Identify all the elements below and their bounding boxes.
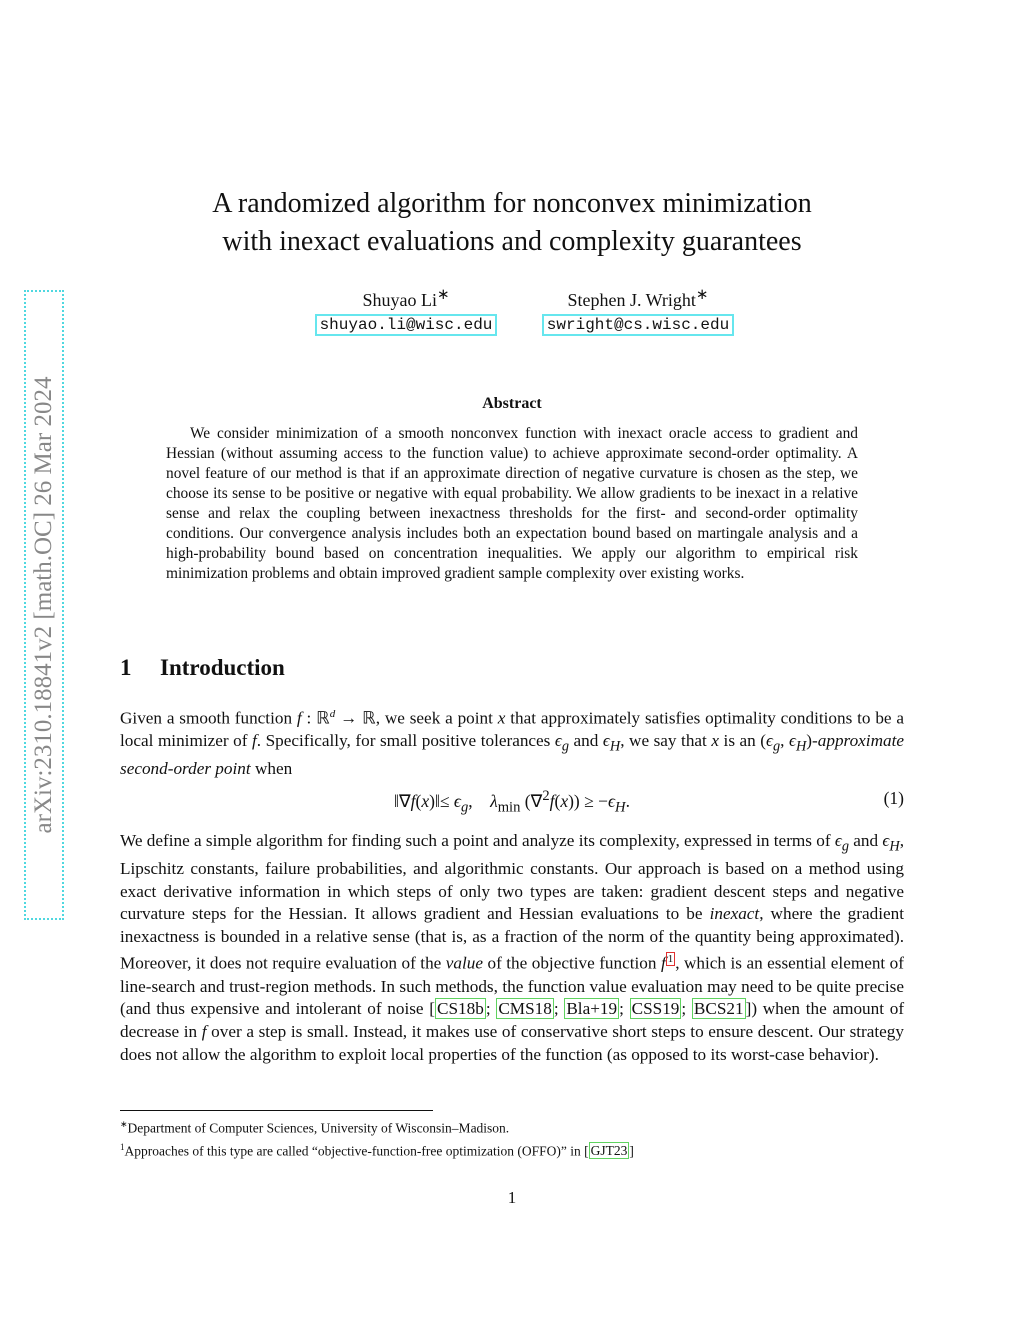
author-2-email[interactable]: swright@cs.wisc.edu xyxy=(542,314,734,336)
title-line-1: A randomized algorithm for nonconvex minimization xyxy=(212,188,812,219)
footnote-ref-1[interactable]: 1 xyxy=(667,953,674,966)
equation-body: ‖∇f(x)‖≤ $\epsilon_g$, $\lambda_{min}$ $(\nabla^2f(x)) \ge -\epsilon_H$. xyxy=(394,788,630,816)
equation-number: (1) xyxy=(883,788,904,808)
equation-1 xyxy=(0,788,1024,816)
citation-link[interactable]: CMS18 xyxy=(498,999,552,1019)
abstract-heading: Abstract xyxy=(482,395,542,412)
author-1-name-line xyxy=(276,284,536,311)
author-2-name: Stephen J. Wright xyxy=(567,290,696,310)
abstract-text: We consider minimization of a smooth nonconvex function with inexact oracle access to gradient and Hessian (without assuming access to the function value) to achieve approximate second-order optimality. A novel feature of our method is that if an approximate direction of negative curvature is chosen as the step, we choose its sense to be positive or negative with equal probability. We allow gradients to be inexact in a relative sense and relax the coupling between inexactness thresholds for the first- and second-order optimality conditions. Our convergence analysis includes both an expectation bound based on martingale analysis and a high-probability bound based on concentration inequalities. We apply our algorithm to empirical risk minimization problems and obtain improved gradient sample complexity over existing works. xyxy=(166,425,858,582)
author-2-name-line xyxy=(508,284,768,311)
author-2 xyxy=(508,284,768,336)
intro-paragraph-1: Given a smooth function f : ℝ$^d$ → ℝ, we seek a point x that approximately satisfies optimality conditions to be a local minimizer of f. Specifically, for small positive tolerances $\epsilon_g$ and $\epsilon_H$, we say that x is an ($\epsilon_g$, $\epsilon_H$)-approximate second-order point when xyxy=(120,708,905,779)
footnote-1-text: Approaches of this type are called “objective-function-free optimization (OFFO)” in [ xyxy=(124,1143,589,1158)
paper-title xyxy=(150,185,874,261)
author-2-mark: ∗ xyxy=(695,287,709,303)
section-title: Introduction xyxy=(160,655,285,680)
citation-link[interactable]: CS18b xyxy=(437,999,484,1019)
page-number: 1 xyxy=(507,1188,517,1207)
footnote-affiliation: ∗Department of Computer Sciences, University of Wisconsin–Madison. xyxy=(120,1119,510,1136)
section-number: 1 xyxy=(120,655,132,680)
citation-link[interactable]: BCS21 xyxy=(693,999,744,1019)
arxiv-stamp xyxy=(24,290,64,920)
citation-link[interactable]: GJT23 xyxy=(590,1143,628,1158)
affiliation-text: Department of Computer Sciences, University of Wisconsin–Madison. xyxy=(127,1120,510,1136)
title-line-2: with inexact evaluations and complexity guarantees xyxy=(222,226,802,257)
section-heading xyxy=(120,655,285,681)
citation-link[interactable]: Bla+19 xyxy=(566,999,618,1019)
author-1-name: Shuyao Li xyxy=(362,290,437,310)
footnote-1: $^1$Approaches of this type are called “objective-function-free optimization (OFFO)” in [ GJT23 ] xyxy=(120,1141,634,1158)
footnote-1-number: 1 xyxy=(120,1141,125,1152)
author-1-email[interactable]: shuyao.li@wisc.edu xyxy=(315,314,498,336)
author-1 xyxy=(276,284,536,336)
footnote-rule xyxy=(120,1110,433,1111)
author-1-mark: ∗ xyxy=(436,287,450,303)
arxiv-id: arXiv:2310.18841v2 [math.OC] 26 Mar 2024 xyxy=(30,376,57,834)
intro-paragraph-2: We define a simple algorithm for finding such a point and analyze its complexity, expressed in terms of $\epsilon_g$ and $\epsilon_H$, Lipschitz constants, failure probabilities, and algorithmic constants. Our approach is based on a method using exact derivative information in which steps of only two types are taken: gradient descent steps and negative curvature steps for the Hessian. It allows gradient and Hessian evaluations to be inexact, where the gradient inexactness is bounded in a relative sense (that is, as a fraction of the norm of the quantity being approximated). Moreover, it does not require evaluation of the value of the objective function f $^1$ , which is an essential element of line-search and trust-region methods. In such methods, the function value evaluation may need to be quite precise (and thus expensive and intolerant of noise [ CS18b ; CMS18 ; Bla+19 ; CSS19 ; BCS21 ]) when the amount of decrease in f over a step is small. Instead, it makes use of conservative short steps to ensure descent. Our strategy does not allow the algorithm to exploit local properties of the function (as opposed to its worst-case behavior). xyxy=(120,831,905,1064)
footnotes xyxy=(120,1115,904,1160)
citation-link[interactable]: CSS19 xyxy=(631,999,680,1019)
